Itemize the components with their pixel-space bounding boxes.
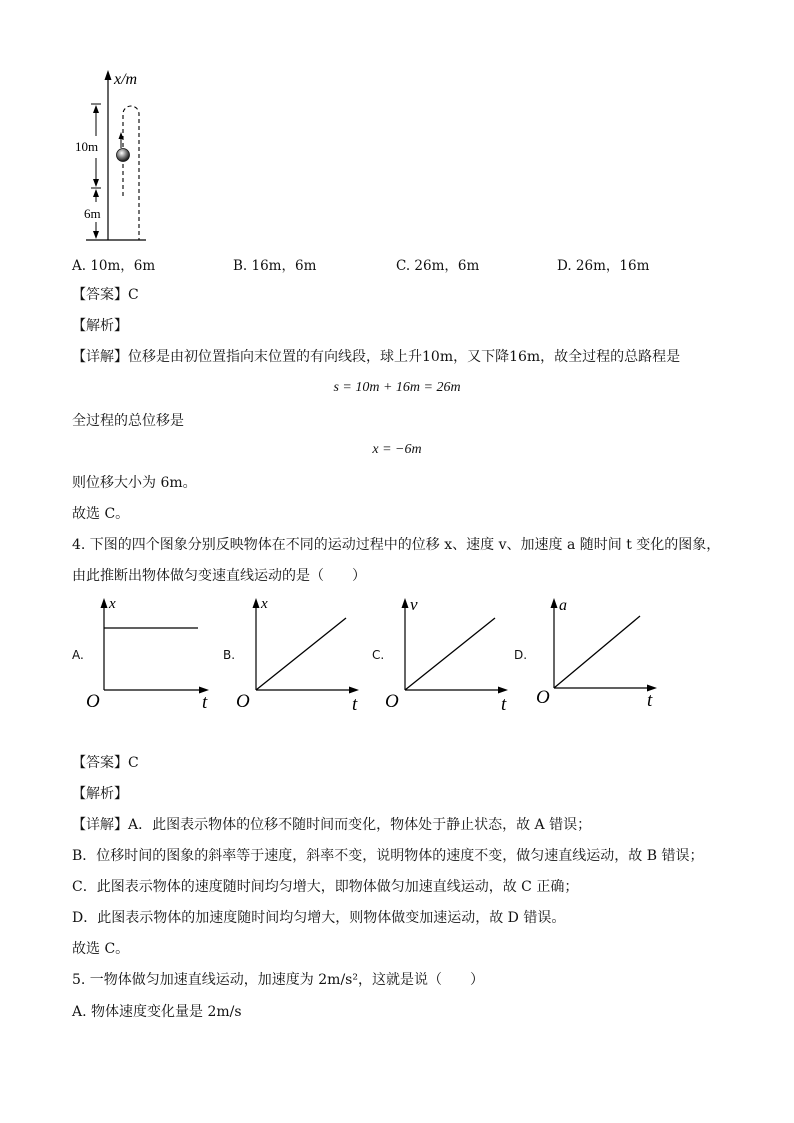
q4-graph-b	[234, 594, 364, 714]
graph-c-origin: O	[385, 691, 399, 712]
graph-d-origin: O	[536, 687, 550, 708]
q4-detail-c: C．此图表示物体的速度随时间均匀增大，即物体做匀加速直线运动，故 C 正确；	[72, 879, 579, 895]
graph-b-y-axis: x	[261, 596, 268, 612]
q5-option-a: A. 物体速度变化量是 2m/s	[72, 1004, 242, 1020]
graph-b-line	[256, 618, 346, 690]
q3-option-b: B. 16m，6m	[233, 258, 317, 274]
q4-answer: 【答案】C	[72, 755, 139, 771]
graph-c-x-axis: t	[501, 694, 507, 714]
graph-d-line	[554, 616, 640, 688]
q4-graph-b-label: B.	[223, 648, 236, 662]
q3-detail-1: 【详解】位移是由初位置指向末位置的有向线段，球上升10m，又下降16m，故全过程的总路程是	[72, 349, 681, 365]
q3-option-d: D. 26m，16m	[557, 258, 650, 274]
graph-b-origin: O	[236, 691, 250, 712]
ball-icon	[117, 149, 130, 162]
q3-option-a: A. 10m，6m	[72, 258, 156, 274]
axis-arrow	[105, 70, 112, 80]
q4-graph-c-label: C.	[372, 648, 385, 662]
graph-c-y-axis: v	[410, 595, 418, 614]
q4-analysis-title: 【解析】	[72, 786, 128, 802]
graph-a-x-axis: t	[202, 692, 208, 713]
q4-graph-c	[383, 594, 513, 714]
q4-detail-b: B．位移时间的图象的斜率等于速度，斜率不变，说明物体的速度不变，做匀速直线运动，故 B 错误；	[72, 848, 704, 864]
q3-conclusion: 故选 C。	[72, 506, 130, 522]
q4-graph-d-label: D.	[514, 648, 528, 662]
q3-formula-1: s = 10m + 16m = 26m	[333, 380, 461, 395]
q3-detail-3: 则位移大小为 6m。	[72, 475, 197, 491]
q5-stem: 5. 一物体做匀加速直线运动，加速度为 2m/s²，这就是说（ ）	[72, 972, 484, 988]
q4-conclusion: 故选 C。	[72, 941, 130, 957]
graph-d-y-axis: a	[559, 597, 567, 614]
q3-formula-2: x = −6m	[372, 442, 422, 457]
label-6m: 6m	[84, 206, 101, 221]
q3-answer: 【答案】C	[72, 287, 139, 303]
q4-detail-d: D．此图表示物体的加速度随时间均匀增大，则物体做变加速运动，故 D 错误。	[72, 910, 566, 926]
graph-d-x-axis: t	[647, 690, 653, 711]
axis-label: x/m	[114, 71, 138, 88]
q3-option-c: C. 26m，6m	[396, 258, 480, 274]
graph-b-x-axis: t	[352, 694, 358, 714]
q4-graph-a	[84, 594, 214, 714]
graph-c-line	[405, 618, 495, 690]
graph-a-origin: O	[86, 691, 100, 712]
graph-a-y-axis: x	[109, 596, 116, 612]
label-10m: 10m	[75, 139, 99, 154]
q3-detail-2: 全过程的总位移是	[72, 413, 184, 429]
q4-graph-d	[534, 594, 664, 714]
ball-path	[123, 106, 139, 240]
q3-analysis-title: 【解析】	[72, 318, 128, 334]
q4-stem-line-1: 4. 下图的四个图象分别反映物体在不同的运动过程中的位移 x、速度 v、加速度 a 随时间 t 变化的图象，	[72, 537, 721, 553]
q4-detail-a: 【详解】A．此图表示物体的位移不随时间而变化，物体处于静止状态，故 A 错误；	[72, 817, 592, 833]
q4-stem-line-2: 由此推断出物体做匀变速直线运动的是（ ）	[72, 568, 366, 584]
q3-figure	[70, 62, 170, 244]
q4-graph-a-label: A.	[72, 648, 84, 662]
